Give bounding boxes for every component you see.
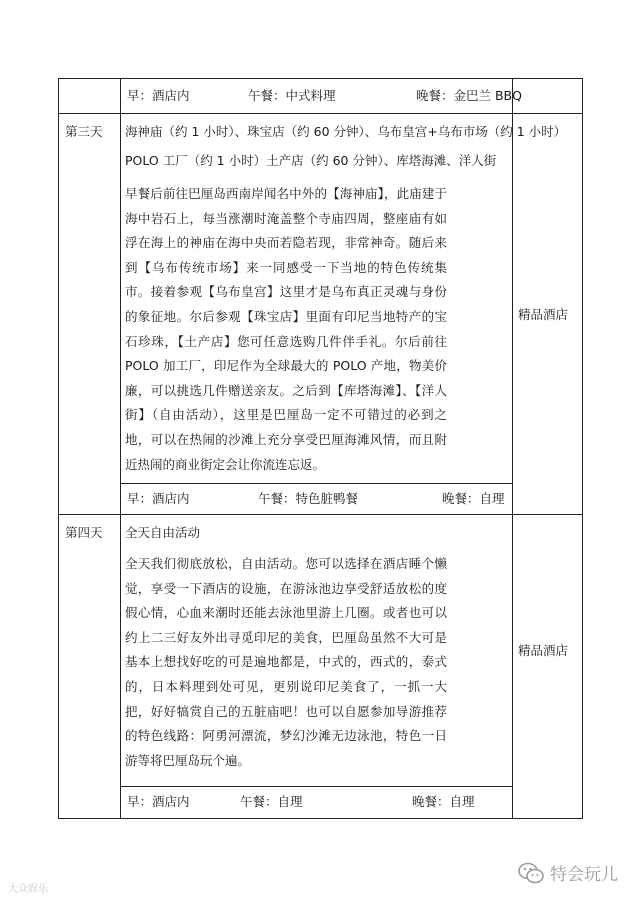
watermark-text: 大众娱乐 (8, 884, 48, 895)
table-border-bottom (58, 818, 583, 819)
route-line: 海神庙（约 1 小时）、珠宝店（约 60 分钟）、乌布皇宫+乌布市场（约 1 小时） (125, 124, 567, 139)
dinner-label: 晚餐：自理 (442, 491, 505, 506)
meal-row-divider (120, 786, 513, 787)
watermark-logo (8, 880, 48, 895)
wechat-icon (518, 862, 544, 884)
day-description: 早餐后前往巴厘岛西南岸闻名中外的【海神庙】，此庙建于海中岩石上，每当涨潮时淹盖整个寺庙四周，整座庙有如浮在海上的神庙在海中央而若隐若现，非常神奇。随后来到【乌布传统市场】来一同感受一下当地的特色传统集市。接着参观【乌布皇宫】这里才是乌布真正灵魂与身份的象征地。尔后参观【珠宝店】里面有印尼当地特产的宝石珍珠，【土产店】您可任意选购几件伴手礼。尔后前往 POLO 加工厂，印尼作为全球最大的 POLO 产地，物美价廉，可以挑选几件赠送亲友。之后到【库塔海滩】、【洋人街】（自由活动），这里是巴厘岛一定不可错过的必到之地，可以在热闹的沙滩上充分享受巴厘海滩风情，而且附近热闹的商业街定会让你流连忘返。 (125, 186, 447, 472)
row-divider (58, 113, 583, 114)
dinner-label: 晚餐：自理 (412, 794, 475, 809)
column-divider-hotel (512, 78, 513, 819)
lunch-label: 午餐：自理 (240, 794, 303, 809)
table-border-left (58, 78, 59, 819)
row-divider (58, 514, 583, 515)
brand-watermark (518, 860, 618, 885)
route-line: POLO 工厂（约 1 小时）土产店（约 60 分钟）、库塔海滩、洋人街 (125, 153, 497, 168)
day-label: 第四天 (65, 525, 103, 540)
table-border-right (582, 78, 583, 819)
brand-name: 特会玩儿 (550, 865, 618, 885)
table-border-top (58, 78, 583, 79)
column-divider-day (120, 78, 121, 819)
breakfast-label: 早：酒店内 (127, 88, 190, 103)
hotel-label: 精品酒店 (518, 643, 569, 658)
breakfast-label: 早：酒店内 (127, 491, 190, 506)
lunch-label: 午餐：中式料理 (248, 88, 336, 103)
hotel-label: 精品酒店 (518, 307, 569, 322)
day-label: 第三天 (65, 124, 103, 139)
breakfast-label: 早：酒店内 (127, 794, 190, 809)
itinerary-table (58, 78, 583, 819)
meal-row-divider (120, 483, 513, 484)
dinner-label: 晚餐：金巴兰 BBQ (416, 88, 522, 103)
day-description: 全天我们彻底放松，自由活动。您可以选择在酒店睡个懒觉，享受一下酒店的设施，在游泳池边享受舒适放松的度假心情，心血来潮时还能去泳池里游上几圈。或者也可以约上二三好友外出寻觅印尼的美食，巴厘岛虽然不大可是基本上想找好吃的可是遍地都是，中式的，西式的，泰式的，日本料理到处可见，更别说印尼美食了，一抓一大把，好好犒赏自己的五脏庙吧！也可以自愿参加导游推荐的特色线路：阿勇河漂流，梦幻沙滩无边泳池，特色一日游等将巴厘岛玩个遍。 (125, 556, 447, 768)
lunch-label: 午餐：特色脏鸭餐 (258, 491, 359, 506)
day-title: 全天自由活动 (125, 525, 201, 540)
